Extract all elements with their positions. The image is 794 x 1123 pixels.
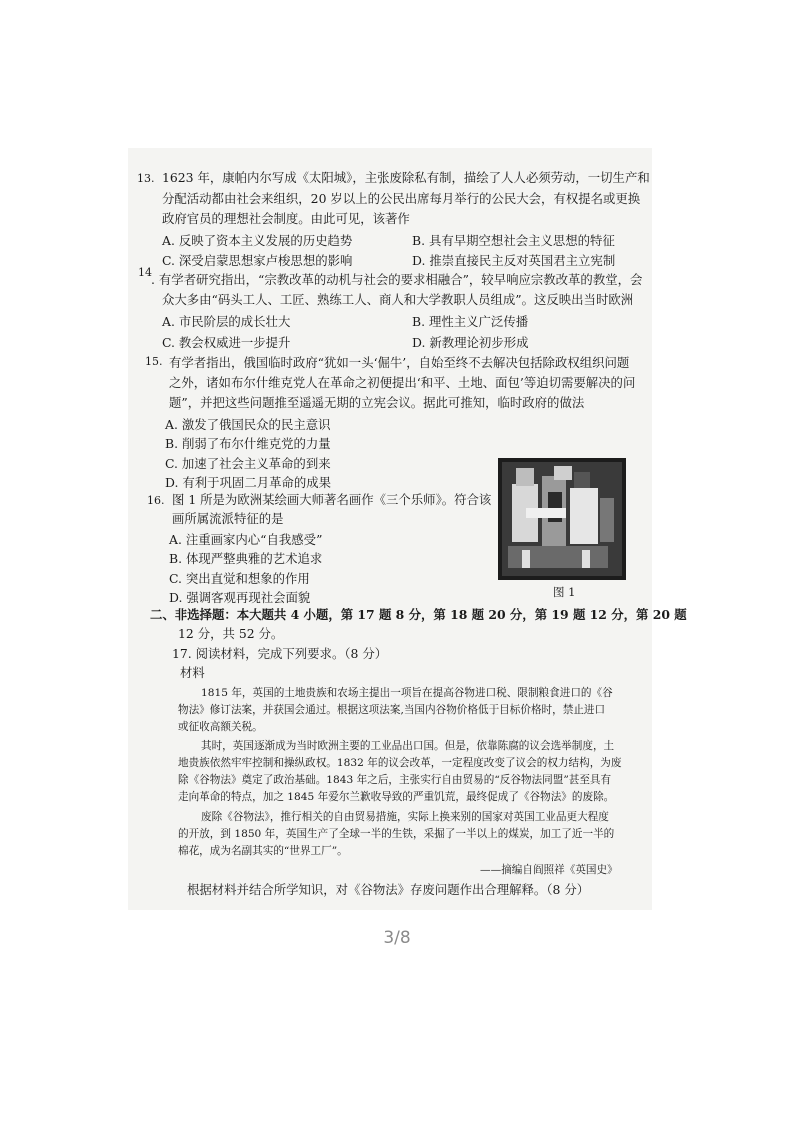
option-d: D. 推崇直接民主反对英国君主立宪制 — [412, 253, 616, 268]
option-c: C. 加速了社会主义革命的到来 — [165, 456, 331, 471]
material-text: 其时，英国逐渐成为当时欧洲主要的工业品出口国。但是，依靠陈腐的议会选举制度，土 — [201, 740, 615, 752]
material-text: 或征收高额关税。 — [178, 721, 263, 733]
question-text: 分配活动都由社会来组织，20 岁以上的公民出席每月举行的公民大会，有权提名或更换 — [162, 191, 641, 206]
question-text: . 有学者研究指出，“宗教改革的动机与社会的要求相融合”，较早响应宗教改革的教堂，会 — [151, 272, 643, 287]
material-text: 的开放，到 1850 年，英国生产了全球一半的生铁，采掘了一半以上的煤炭，加工了近一半的 — [178, 828, 615, 840]
material-text: 废除《谷物法》，推行相关的自由贸易措施，实际上换来别的国家对英国工业品更大程度 — [201, 811, 609, 823]
question-text: 政府官员的理想社会制度。由此可见，该著作 — [162, 211, 410, 226]
option-d: D. 新教理论初步形成 — [412, 335, 529, 350]
question-text: 画所属流派特征的是 — [172, 511, 284, 526]
material-source: ——摘编自阎照祥《英国史》 — [480, 864, 618, 876]
painting-three-musicians-image — [498, 458, 626, 580]
section-heading: 12 分，共 52 分。 — [178, 626, 284, 641]
option-b: B. 具有早期空想社会主义思想的特征 — [412, 233, 615, 248]
option-a: A. 注重画家内心“自我感受” — [169, 532, 323, 547]
question-task: 根据材料并结合所学知识，对《谷物法》存废问题作出合理解释。（8 分） — [187, 882, 590, 897]
question-text: 之外，诸如布尔什维克党人在革命之初便提出‘和平、土地、面包’等迫切需要解决的问 — [169, 375, 636, 390]
question-number: 14 — [138, 266, 152, 279]
option-a: A. 反映了资本主义发展的历史趋势 — [162, 233, 353, 248]
option-b: B. 削弱了布尔什维克党的力量 — [165, 436, 331, 451]
question-number: 16. — [147, 494, 165, 507]
option-a: A. 激发了俄国民众的民主意识 — [165, 417, 331, 432]
question-text: 众大多由“码头工人、工匠、熟练工人、商人和大学教职人员组成”。这反映出当时欧洲 — [162, 292, 634, 307]
question-number: 15. — [145, 355, 163, 368]
option-d: D. 有利于巩固二月革命的成果 — [165, 475, 332, 490]
material-text: 走向革命的特点，加之 1845 年爱尔兰歉收导致的严重饥荒，最终促成了《谷物法》的废除。 — [178, 791, 615, 803]
question-text: 题”，并把这些问题推至遥遥无期的立宪会议。据此可推知，临时政府的做法 — [169, 395, 585, 410]
option-d: D. 强调客观再现社会面貌 — [169, 590, 311, 605]
question-text: 图 1 所是为欧洲某绘画大师著名画作《三个乐师》。符合该 — [172, 492, 492, 507]
material-text: 除《谷物法》奠定了政治基础。1843 年之后，主张实行自由贸易的“反谷物法同盟”甚至具有 — [178, 774, 612, 786]
section-heading: 二、非选择题：本大题共 4 小题，第 17 题 8 分，第 18 题 20 分，第 19 题 12 分，第 20 题 — [150, 607, 687, 622]
option-b: B. 理性主义广泛传播 — [412, 314, 529, 329]
question-text: 17. 阅读材料，完成下列要求。（8 分） — [172, 646, 388, 661]
option-b: B. 体现严整典雅的艺术追求 — [169, 551, 323, 566]
material-label: 材料 — [180, 665, 205, 680]
option-a: A. 市民阶层的成长壮大 — [162, 314, 291, 329]
option-c: C. 突出直觉和想象的作用 — [169, 571, 310, 586]
question-text: 有学者指出，俄国临时政府“犹如一头‘倔牛’，自始至终不去解决包括除政权组织问题 — [169, 355, 630, 370]
material-text: 棉花，成为名副其实的“世界工厂”。 — [178, 845, 348, 857]
question-number: 13. — [137, 172, 155, 185]
painting-illustration — [498, 458, 626, 580]
material-text: 地贵族依然牢牢控制和操纵政权。1832 年的议会改革，一定程度改变了议会的权力结构，为废 — [178, 757, 622, 769]
question-text: 1623 年，康帕内尔写成《太阳城》，主张废除私有制，描绘了人人必须劳动，一切生产和 — [162, 170, 650, 185]
option-c: C. 深受启蒙思想家卢梭思想的影响 — [162, 253, 353, 268]
figure-caption: 图 1 — [553, 585, 576, 599]
option-c: C. 教会权威进一步提升 — [162, 335, 291, 350]
material-text: 1815 年，英国的土地贵族和农场主提出一项旨在提高谷物进口税、限制粮食进口的《谷 — [201, 687, 613, 699]
material-text: 物法》修订法案，并获国会通过。根据这项法案,当国内谷物价格低于目标价格时，禁止进口 — [178, 704, 606, 716]
page-indicator: 3/8 — [383, 928, 411, 948]
